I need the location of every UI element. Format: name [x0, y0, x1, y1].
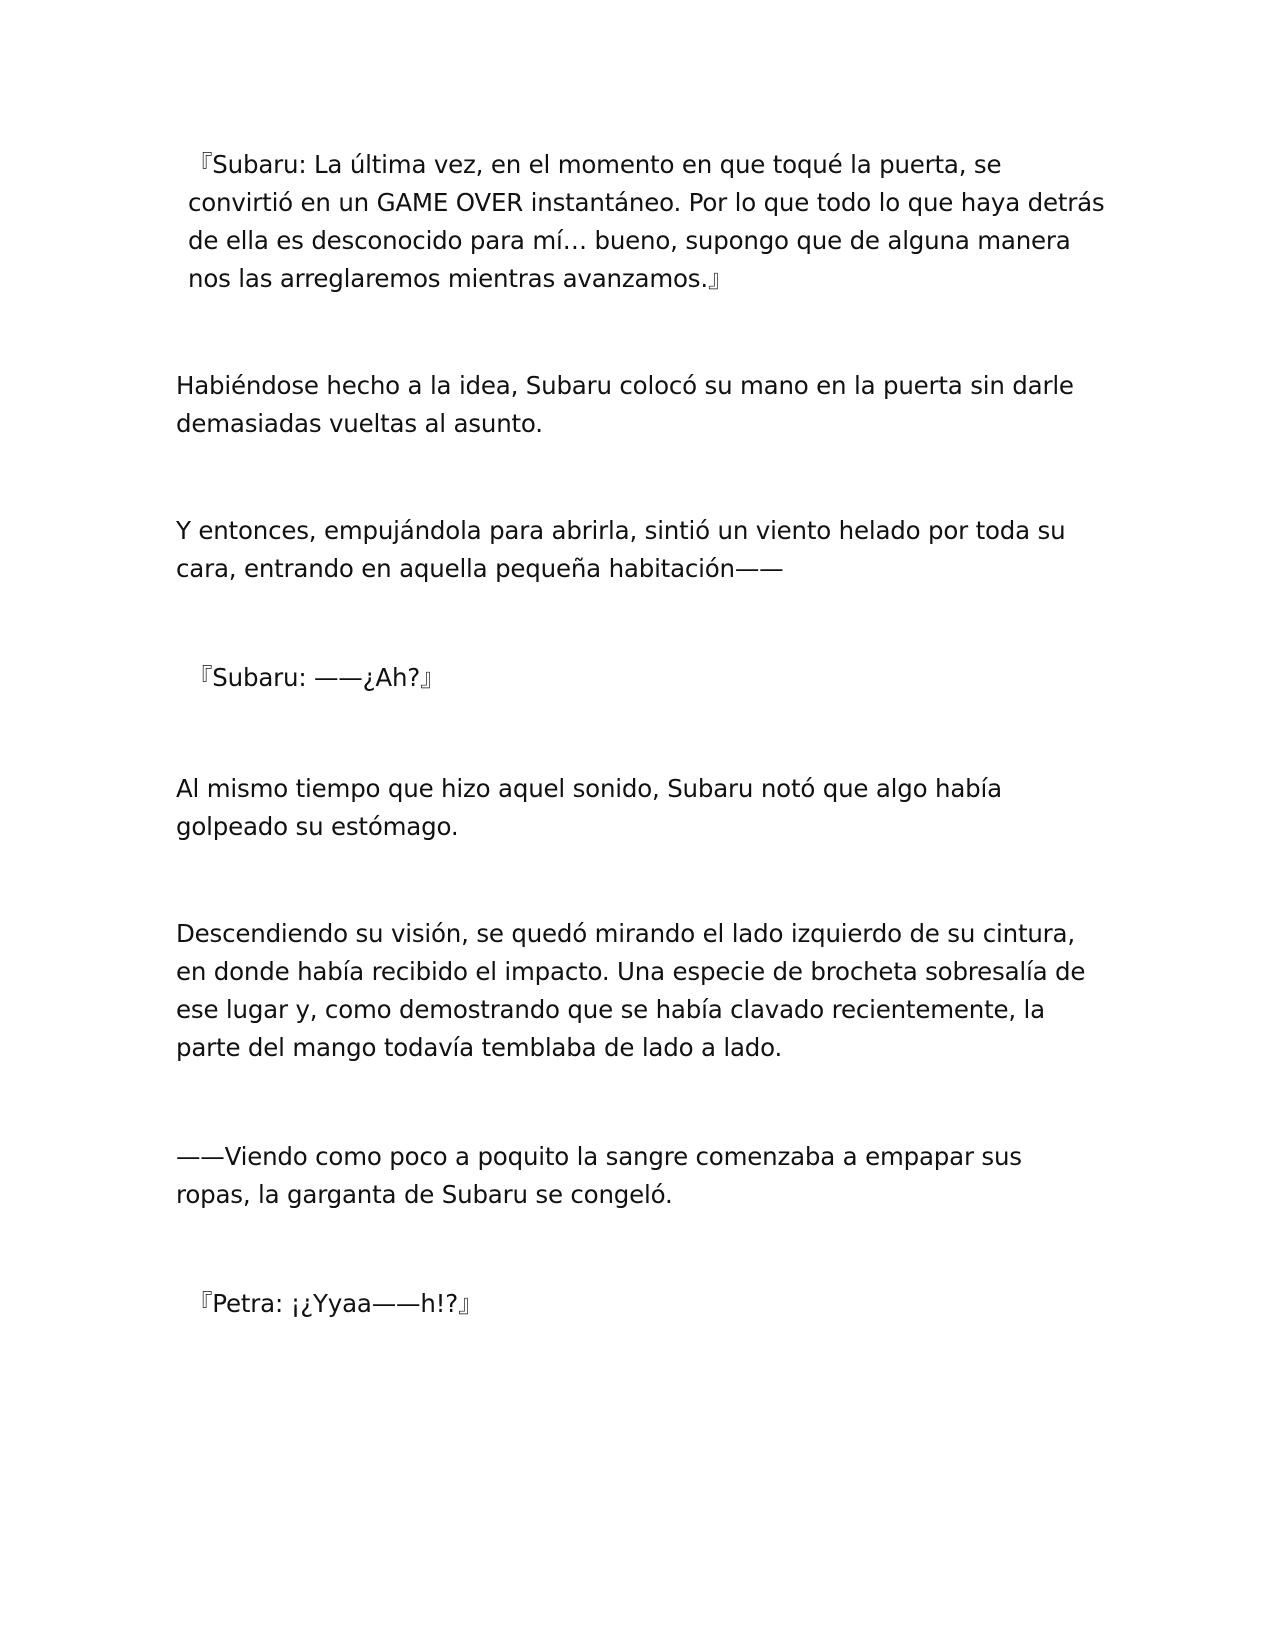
paragraph-narration-2: Y entonces, empujándola para abrirla, sintió un viento helado por toda su cara, entrando en aquella pequeña habitación——	[176, 516, 1066, 583]
paragraph-narration-5: ——Viendo como poco a poquito la sangre comenzaba a empapar sus ropas, la garganta de Subaru se congeló.	[176, 1142, 1022, 1209]
paragraph-dialogue-petra: 『Petra: ¡¿Yyaa——h!?』	[188, 1289, 483, 1318]
paragraph-dialogue-subaru-2: 『Subaru: ——¿Ah?』	[188, 663, 445, 692]
paragraph-dialogue-subaru-1: 『Subaru: La última vez, en el momento en que toqué la puerta, se convirtió en un GAME OVER instantáneo. Por lo que todo lo que haya detrás de ella es desconocido para mí… bueno, supongo que de alguna manera nos las arreglaremos mientras avanzamos.』	[188, 150, 1105, 293]
paragraph-narration-1: Habiéndose hecho a la idea, Subaru colocó su mano en la puerta sin darle demasiadas vueltas al asunto.	[176, 371, 1074, 438]
paragraph-narration-3: Al mismo tiempo que hizo aquel sonido, Subaru notó que algo había golpeado su estómago.	[176, 774, 1002, 841]
paragraph-narration-4: Descendiendo su visión, se quedó mirando el lado izquierdo de su cintura, en donde había recibido el impacto. Una especie de brocheta sobresalía de ese lugar y, como demostrando que se había clavado recientemente, la parte del mango todavía temblaba de lado a lado.	[176, 919, 1086, 1062]
